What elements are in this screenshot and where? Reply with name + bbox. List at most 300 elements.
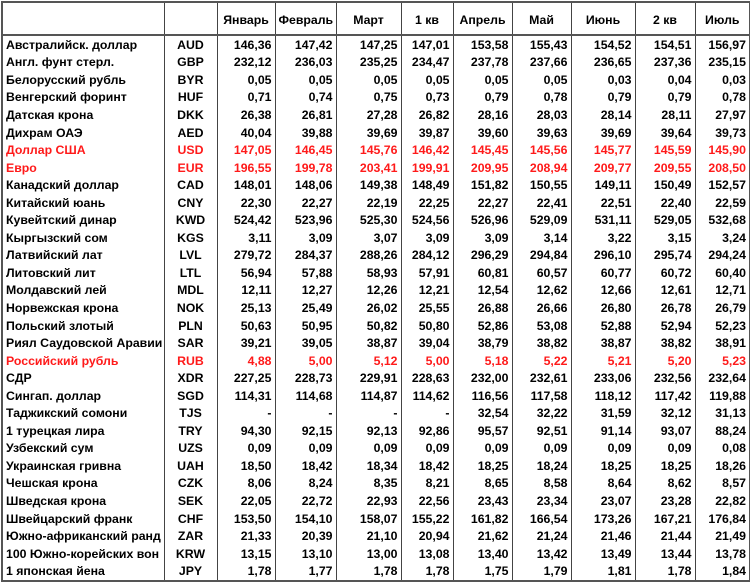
rate-q2: 3,15: [635, 229, 695, 247]
rate-q2: 52,94: [635, 317, 695, 335]
rate-feb: 39,88: [275, 124, 336, 142]
rate-may: 1,79: [512, 562, 571, 581]
rate-may: 38,82: [512, 334, 571, 352]
rate-mar: 50,82: [336, 317, 401, 335]
rate-jun: 0,09: [571, 440, 635, 458]
rate-apr: 32,54: [453, 404, 512, 422]
rate-jan: 22,05: [217, 492, 275, 510]
rate-mar: 21,10: [336, 527, 401, 545]
rate-jan: 56,94: [217, 264, 275, 282]
rate-jan: 524,42: [217, 211, 275, 229]
table-body: [2, 35, 750, 581]
header-february: Февраль: [275, 2, 336, 35]
rate-jul: 235,15: [695, 54, 750, 72]
rate-apr: 526,96: [453, 211, 512, 229]
rate-jul: 532,68: [695, 211, 750, 229]
currency-code: TRY: [164, 422, 217, 440]
rate-apr: 151,82: [453, 176, 512, 194]
rate-q1: 50,80: [401, 317, 453, 335]
rate-jan: 8,06: [217, 475, 275, 493]
rate-feb: 0,09: [275, 440, 336, 458]
rate-q2: 8,62: [635, 475, 695, 493]
currency-name: Молдавский лей: [2, 282, 164, 300]
rate-mar: 12,26: [336, 282, 401, 300]
rate-q1: 114,62: [401, 387, 453, 405]
rate-q1: 1,78: [401, 562, 453, 581]
rate-jul: 8,57: [695, 475, 750, 493]
currency-code: PLN: [164, 317, 217, 335]
rate-apr: 12,54: [453, 282, 512, 300]
rate-apr: 0,09: [453, 440, 512, 458]
rate-jan: 153,50: [217, 510, 275, 528]
rate-jun: 12,66: [571, 282, 635, 300]
rate-mar: 22,93: [336, 492, 401, 510]
rate-q1: 26,82: [401, 106, 453, 124]
rate-mar: 38,87: [336, 334, 401, 352]
rate-jul: 26,79: [695, 299, 750, 317]
rate-jan: 0,05: [217, 71, 275, 89]
rate-mar: 18,34: [336, 457, 401, 475]
currency-name: Чешская крона: [2, 475, 164, 493]
rate-jan: 50,63: [217, 317, 275, 335]
rate-jul: 12,71: [695, 282, 750, 300]
rate-q1: 20,94: [401, 527, 453, 545]
currency-code: AUD: [164, 35, 217, 54]
rate-jun: 154,52: [571, 35, 635, 54]
currency-code: UZS: [164, 440, 217, 458]
rate-feb: 39,05: [275, 334, 336, 352]
rate-jul: 3,24: [695, 229, 750, 247]
rate-may: 8,58: [512, 475, 571, 493]
currency-code: CNY: [164, 194, 217, 212]
rate-apr: 153,58: [453, 35, 512, 54]
rate-apr: 22,27: [453, 194, 512, 212]
table-row: [2, 299, 750, 317]
rate-q2: 145,59: [635, 141, 695, 159]
rate-q2: 26,78: [635, 299, 695, 317]
rate-q1: 92,86: [401, 422, 453, 440]
rate-q2: 21,44: [635, 527, 695, 545]
currency-code: KGS: [164, 229, 217, 247]
rate-may: 208,94: [512, 159, 571, 177]
table-row: [2, 562, 750, 581]
currency-name: Шведская крона: [2, 492, 164, 510]
currency-code: CZK: [164, 475, 217, 493]
header-may: Май: [512, 2, 571, 35]
rate-q1: 8,21: [401, 475, 453, 493]
rate-mar: 0,75: [336, 89, 401, 107]
rate-jun: 38,87: [571, 334, 635, 352]
currency-name: Южно-африканский ранд: [2, 527, 164, 545]
currency-name: Латвийский лат: [2, 247, 164, 265]
table-row: [2, 159, 750, 177]
rate-jun: 236,65: [571, 54, 635, 72]
rate-jun: 5,21: [571, 352, 635, 370]
rate-q1: 234,47: [401, 54, 453, 72]
rate-mar: 0,05: [336, 71, 401, 89]
rate-q2: 117,42: [635, 387, 695, 405]
header-june: Июнь: [571, 2, 635, 35]
rate-jul: 0,78: [695, 89, 750, 107]
rate-feb: 57,88: [275, 264, 336, 282]
rate-jul: 88,24: [695, 422, 750, 440]
currency-code: KWD: [164, 211, 217, 229]
rate-apr: 26,88: [453, 299, 512, 317]
rate-jul: 0,08: [695, 440, 750, 458]
currency-name: Украинская гривна: [2, 457, 164, 475]
rate-feb: 22,72: [275, 492, 336, 510]
rate-q1: 228,63: [401, 369, 453, 387]
rate-jul: 27,97: [695, 106, 750, 124]
rate-jun: 1,81: [571, 562, 635, 581]
rate-jul: 176,84: [695, 510, 750, 528]
currency-code: NOK: [164, 299, 217, 317]
rate-q2: 93,07: [635, 422, 695, 440]
rate-jun: 3,22: [571, 229, 635, 247]
rate-jul: 31,13: [695, 404, 750, 422]
currency-name: Канадский доллар: [2, 176, 164, 194]
rate-may: 3,14: [512, 229, 571, 247]
table-row: [2, 211, 750, 229]
rate-q1: 155,22: [401, 510, 453, 528]
rate-q1: -: [401, 404, 453, 422]
rate-q2: 12,61: [635, 282, 695, 300]
rate-jan: 25,13: [217, 299, 275, 317]
rate-may: 53,08: [512, 317, 571, 335]
rate-q2: 154,51: [635, 35, 695, 54]
rate-q1: 18,42: [401, 457, 453, 475]
currency-name: 1 турецкая лира: [2, 422, 164, 440]
rate-feb: 18,42: [275, 457, 336, 475]
rate-q2: 60,72: [635, 264, 695, 282]
rate-may: 5,22: [512, 352, 571, 370]
rate-jun: 13,49: [571, 545, 635, 563]
rate-feb: 5,00: [275, 352, 336, 370]
rate-feb: 228,73: [275, 369, 336, 387]
rate-q1: 39,04: [401, 334, 453, 352]
rate-may: 92,51: [512, 422, 571, 440]
rate-jun: 118,12: [571, 387, 635, 405]
rate-apr: 0,05: [453, 71, 512, 89]
rate-feb: 12,27: [275, 282, 336, 300]
rate-may: 28,03: [512, 106, 571, 124]
rate-mar: 58,93: [336, 264, 401, 282]
rate-jul: 18,26: [695, 457, 750, 475]
currency-name: Белорусский рубль: [2, 71, 164, 89]
rate-mar: 8,35: [336, 475, 401, 493]
rate-jul: 156,97: [695, 35, 750, 54]
rate-feb: 50,95: [275, 317, 336, 335]
rate-feb: 20,39: [275, 527, 336, 545]
rate-feb: 26,81: [275, 106, 336, 124]
rate-jun: 149,11: [571, 176, 635, 194]
currency-code: MDL: [164, 282, 217, 300]
rate-apr: 116,56: [453, 387, 512, 405]
currency-code: ZAR: [164, 527, 217, 545]
rate-jan: -: [217, 404, 275, 422]
rate-mar: 114,87: [336, 387, 401, 405]
rate-jul: 60,40: [695, 264, 750, 282]
table-row: [2, 387, 750, 405]
rate-jun: 91,14: [571, 422, 635, 440]
rate-q2: 209,55: [635, 159, 695, 177]
rate-feb: 284,37: [275, 247, 336, 265]
currency-name: Дихрам ОАЭ: [2, 124, 164, 142]
rate-mar: 158,07: [336, 510, 401, 528]
rate-feb: 25,49: [275, 299, 336, 317]
currency-code: USD: [164, 141, 217, 159]
table-row: [2, 492, 750, 510]
rate-may: 22,41: [512, 194, 571, 212]
rate-jun: 26,80: [571, 299, 635, 317]
rate-mar: 5,12: [336, 352, 401, 370]
currency-code: EUR: [164, 159, 217, 177]
rate-mar: 203,41: [336, 159, 401, 177]
rate-mar: 39,69: [336, 124, 401, 142]
rate-q2: 0,04: [635, 71, 695, 89]
rate-may: 26,66: [512, 299, 571, 317]
rate-jun: 8,64: [571, 475, 635, 493]
rate-jan: 21,33: [217, 527, 275, 545]
rate-may: 150,55: [512, 176, 571, 194]
rate-mar: 3,07: [336, 229, 401, 247]
currency-name: 1 японская йена: [2, 562, 164, 581]
rate-jan: 232,12: [217, 54, 275, 72]
rate-feb: 114,68: [275, 387, 336, 405]
currency-code: KRW: [164, 545, 217, 563]
rate-jan: 114,31: [217, 387, 275, 405]
rate-feb: 92,15: [275, 422, 336, 440]
table-row: [2, 527, 750, 545]
rate-jul: 22,82: [695, 492, 750, 510]
rate-q1: 22,56: [401, 492, 453, 510]
header-q2: 2 кв: [635, 2, 695, 35]
header-row: [2, 2, 750, 35]
currency-code: HUF: [164, 89, 217, 107]
currency-name: Литовский лит: [2, 264, 164, 282]
table-row: [2, 71, 750, 89]
rate-may: 529,09: [512, 211, 571, 229]
rate-jan: 227,25: [217, 369, 275, 387]
rate-jan: 39,21: [217, 334, 275, 352]
rate-apr: 0,79: [453, 89, 512, 107]
rate-mar: 229,91: [336, 369, 401, 387]
rate-apr: 161,82: [453, 510, 512, 528]
rate-jul: 21,49: [695, 527, 750, 545]
table-row: [2, 369, 750, 387]
table-row: [2, 35, 750, 54]
rate-jan: 0,09: [217, 440, 275, 458]
table-row: [2, 124, 750, 142]
rate-q1: 39,87: [401, 124, 453, 142]
header-q1: 1 кв: [401, 2, 453, 35]
rate-q2: 0,79: [635, 89, 695, 107]
rate-q1: 0,73: [401, 89, 453, 107]
table-row: [2, 89, 750, 107]
table-row: [2, 247, 750, 265]
rate-feb: 236,03: [275, 54, 336, 72]
currency-code: AED: [164, 124, 217, 142]
currency-name: Евро: [2, 159, 164, 177]
rate-mar: 235,25: [336, 54, 401, 72]
currency-code: LTL: [164, 264, 217, 282]
currency-code: SGD: [164, 387, 217, 405]
rate-apr: 296,29: [453, 247, 512, 265]
currency-name: Российский рубль: [2, 352, 164, 370]
currency-code: DKK: [164, 106, 217, 124]
rate-jul: 145,90: [695, 141, 750, 159]
table-row: [2, 317, 750, 335]
rate-q2: 28,11: [635, 106, 695, 124]
table-row: [2, 334, 750, 352]
rate-q1: 57,91: [401, 264, 453, 282]
currency-code: TJS: [164, 404, 217, 422]
rate-jan: 26,38: [217, 106, 275, 124]
rate-may: 12,62: [512, 282, 571, 300]
table-row: [2, 475, 750, 493]
rate-mar: 26,02: [336, 299, 401, 317]
currency-name: Сингап. доллар: [2, 387, 164, 405]
rate-feb: 148,06: [275, 176, 336, 194]
rate-jul: 52,23: [695, 317, 750, 335]
currency-code: SEK: [164, 492, 217, 510]
table-row: [2, 54, 750, 72]
rate-feb: 8,24: [275, 475, 336, 493]
rate-apr: 237,78: [453, 54, 512, 72]
rate-mar: -: [336, 404, 401, 422]
rate-jul: 5,23: [695, 352, 750, 370]
rate-jun: 0,03: [571, 71, 635, 89]
rate-jul: 208,50: [695, 159, 750, 177]
currency-code: LVL: [164, 247, 217, 265]
rate-jan: 147,05: [217, 141, 275, 159]
currency-code: JPY: [164, 562, 217, 581]
rate-feb: 0,74: [275, 89, 336, 107]
rate-q2: 1,78: [635, 562, 695, 581]
rate-mar: 525,30: [336, 211, 401, 229]
table-row: [2, 176, 750, 194]
rate-apr: 21,62: [453, 527, 512, 545]
rate-may: 0,09: [512, 440, 571, 458]
currency-name: Китайский юань: [2, 194, 164, 212]
currency-code: UAH: [164, 457, 217, 475]
currency-code: RUB: [164, 352, 217, 370]
rate-q1: 148,49: [401, 176, 453, 194]
rate-may: 0,05: [512, 71, 571, 89]
rate-jan: 279,72: [217, 247, 275, 265]
rate-may: 237,66: [512, 54, 571, 72]
currency-code: BYR: [164, 71, 217, 89]
table-row: [2, 510, 750, 528]
table-row: [2, 422, 750, 440]
currency-name: Риял Саудовской Аравии: [2, 334, 164, 352]
rate-jul: 1,84: [695, 562, 750, 581]
rate-jan: 146,36: [217, 35, 275, 54]
table-row: [2, 194, 750, 212]
rate-feb: 0,05: [275, 71, 336, 89]
rate-apr: 52,86: [453, 317, 512, 335]
rate-jun: 145,77: [571, 141, 635, 159]
table-row: [2, 141, 750, 159]
rate-mar: 288,26: [336, 247, 401, 265]
rate-jul: 232,64: [695, 369, 750, 387]
currency-name: Польский злотый: [2, 317, 164, 335]
currency-name: Датская крона: [2, 106, 164, 124]
rate-q2: 39,64: [635, 124, 695, 142]
rate-jun: 173,26: [571, 510, 635, 528]
exchange-rates-table: [1, 1, 750, 582]
rate-q2: 295,74: [635, 247, 695, 265]
rate-feb: 147,42: [275, 35, 336, 54]
rate-mar: 92,13: [336, 422, 401, 440]
rate-jul: 152,57: [695, 176, 750, 194]
rate-mar: 0,09: [336, 440, 401, 458]
rate-feb: 146,45: [275, 141, 336, 159]
rate-may: 117,58: [512, 387, 571, 405]
rate-jan: 18,50: [217, 457, 275, 475]
rate-q2: 23,28: [635, 492, 695, 510]
header-april: Апрель: [453, 2, 512, 35]
rate-q2: 237,36: [635, 54, 695, 72]
rate-q1: 5,00: [401, 352, 453, 370]
table-row: [2, 264, 750, 282]
currency-name: Норвежская крона: [2, 299, 164, 317]
rate-jul: 38,91: [695, 334, 750, 352]
rate-q1: 3,09: [401, 229, 453, 247]
rate-mar: 13,00: [336, 545, 401, 563]
rate-jan: 1,78: [217, 562, 275, 581]
rate-jul: 22,59: [695, 194, 750, 212]
currency-code: XDR: [164, 369, 217, 387]
rate-q2: 0,09: [635, 440, 695, 458]
rate-jul: 0,03: [695, 71, 750, 89]
rate-q2: 5,20: [635, 352, 695, 370]
rate-feb: 1,77: [275, 562, 336, 581]
table-row: [2, 229, 750, 247]
rate-may: 0,78: [512, 89, 571, 107]
rate-q2: 167,21: [635, 510, 695, 528]
rate-may: 232,61: [512, 369, 571, 387]
currency-code: SAR: [164, 334, 217, 352]
rate-jan: 94,30: [217, 422, 275, 440]
rate-feb: 13,10: [275, 545, 336, 563]
rate-may: 39,63: [512, 124, 571, 142]
rate-q1: 12,21: [401, 282, 453, 300]
rate-may: 13,42: [512, 545, 571, 563]
rate-mar: 145,76: [336, 141, 401, 159]
rate-apr: 23,43: [453, 492, 512, 510]
rate-mar: 22,19: [336, 194, 401, 212]
rate-jun: 0,79: [571, 89, 635, 107]
rate-jul: 119,88: [695, 387, 750, 405]
currency-name: СДР: [2, 369, 164, 387]
rate-jun: 531,11: [571, 211, 635, 229]
rate-jan: 4,88: [217, 352, 275, 370]
header-march: Март: [336, 2, 401, 35]
rate-apr: 1,75: [453, 562, 512, 581]
rate-q1: 284,12: [401, 247, 453, 265]
table-row: [2, 282, 750, 300]
rate-jan: 12,11: [217, 282, 275, 300]
currency-code: GBP: [164, 54, 217, 72]
rate-q1: 13,08: [401, 545, 453, 563]
rate-jul: 39,73: [695, 124, 750, 142]
rate-may: 23,34: [512, 492, 571, 510]
rate-jan: 3,11: [217, 229, 275, 247]
rate-jun: 296,10: [571, 247, 635, 265]
rate-apr: 232,00: [453, 369, 512, 387]
rate-q2: 18,25: [635, 457, 695, 475]
